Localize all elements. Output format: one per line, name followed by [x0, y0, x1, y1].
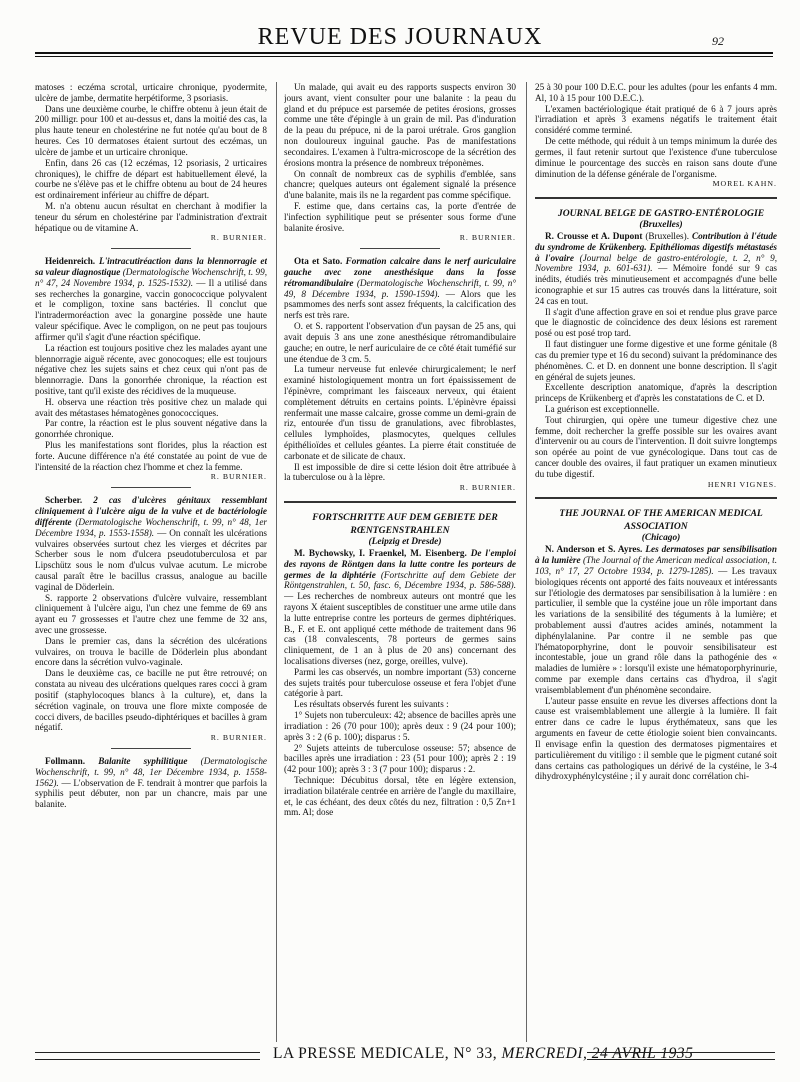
paragraph: matoses : eczéma scrotal, urticaire chronique, pyodermite, ulcère de jambe, dermatite herpétiforme, 3 psoriasis.	[35, 82, 267, 103]
paragraph: Il est impossible de dire si cette lésion doit être attribuée à la tuberculose ou à la lèpre.	[284, 461, 516, 483]
footer-journal: LA PRESSE MEDICALE,	[273, 1045, 450, 1062]
section-separator	[284, 501, 516, 503]
column-3	[535, 82, 777, 1042]
paragraph: L'auteur passe ensuite en revue les diverses affections dont la cause est vraisemblablement une allergie à la lumière. Il fait entrer dans ce cadre le lupus érythémateux, sans que les arguments en faveur de cette étiologie soient bien convaincants. Il envisage enfin la question des dermatoses pigmentaires et particulièrement du vitiligo : il semble que le pigment cutané soit dans certains cas pathologiques un dérivé de la cystéine, le 3-4 dihydroxyphénylcystéine ; il y aurait donc corrélation chi-	[535, 695, 777, 782]
article-text: — Alors que les psammomes des nerfs sont assez fréquents, la calcification des nerfs est très rare.	[284, 288, 516, 321]
article-text: — L'observation de F. tendrait à montrer que parfois la syphilis peut débuter, non par un chancre, mais par une balanite.	[35, 777, 267, 810]
section-title: THE JOURNAL OF THE AMERICAN MEDICAL ASSOCIATION	[559, 508, 763, 533]
signature: R. BURNIER.	[210, 233, 267, 243]
article-author: Heidenreich.	[45, 256, 96, 267]
paragraph: Plus les manifestations sont florides, plus la réaction est forte. Aucune différence n'a été constatée au point de vue de l'intensité de la réaction chez l'homme et chez la femme.	[35, 440, 267, 472]
footer-date: 24 AVRIL 1935	[591, 1045, 694, 1062]
list-item: 1° Sujets non tuberculeux: 42; absence de bacilles après une irradiation : 26 (70 pour 100); après deux : 9 (24 pour 100); après 3 : 2 (6 p. 100); disparus : 5.	[284, 710, 516, 742]
paragraph: Il faut distinguer une forme digestive et une forme génitale (8 cas du premier type et 16 du second) suivant la prédominance des phénomènes. C. et D. en donnent une bonne description. Il s'agit en général de sujets jeunes.	[535, 339, 777, 382]
paragraph: Excellente description anatomique, d'après la description princeps de Krükenberg et d'après les constatations de C. et D.	[535, 382, 777, 404]
article-title: L'intracutiréaction dans la blennorragie et sa valeur diagnostique	[35, 256, 267, 277]
paragraph: M. n'a obtenu aucun résultat en cherchant à modifier la teneur du sérum en cholestérine par l'administration d'extrait hépatique ou de vitamine A.	[35, 200, 267, 233]
article-reference: (The Journal of the American medical association, t. 103, n° 17, 27 Octobre 1934, p. 1279-1285).	[535, 555, 777, 576]
footer-issue: N° 33,	[453, 1045, 498, 1062]
article-title: Contribution à l'étude du syndrome de Krükenberg. Epithéliomas digestifs métastasés à l'ovaire	[535, 230, 777, 263]
paragraph: On connaît de nombreux cas de syphilis d'emblée, sans chancre; quelques auteurs ont également signalé la présence d'une balanite, mais ils ne la regardent pas comme spécifique.	[284, 168, 516, 201]
article-heading	[284, 256, 516, 321]
article-heading	[35, 756, 267, 810]
section-title: JOURNAL BELGE DE GASTRO-ENTÉROLOGIE	[557, 208, 765, 220]
article-author: Scherber.	[45, 495, 83, 506]
paragraph: Tout chirurgien, qui opère une tumeur digestive chez une femme, doit rechercher la greffe possible sur les ovaires avant d'intervenir ou au cours de l'intervention. Il doit suivre longtemps son opérée au point de vue gynécologique. Dans tout cas de cancer double des ovaires, il faut pratiquer un examen minutieux du tube digestif.	[535, 414, 777, 479]
footer-day: MERCREDI,	[501, 1045, 588, 1062]
article-author: Follmann.	[45, 755, 86, 766]
section-subtitle: (Bruxelles)	[639, 220, 683, 231]
article-heading	[284, 548, 516, 667]
article-title: Les dermatoses par sensibilisation à la lumière	[535, 544, 777, 566]
signature: R. BURNIER.	[459, 233, 516, 243]
paragraph: La réaction est toujours positive chez les malades ayant une blennorragie aiguë récente, avec gonocoques; elle est toujours négative chez les sujets sains et chez ceux qui n'ont pas de blennorragie. Dans la gonorrhée chronique, la réaction est positive, tant qu'il existe des récidives de la muqueuse.	[35, 342, 267, 396]
article-reference: (Dermatologische Wochenschrift, t. 99, n° 47, 24 Novembre 1934, p. 1525-1532).	[35, 267, 267, 288]
article-author: R. Crousse et A. Dupont	[545, 230, 643, 241]
paragraph: F. estime que, dans certains cas, la porte d'entrée de l'infection syphilitique peut se présenter sous forme d'une balanite érosive.	[284, 200, 516, 233]
paragraph: La guérison est exceptionnelle.	[545, 403, 660, 414]
column-divider-1	[276, 82, 277, 1042]
section-title: FORTSCHRITTE AUF DEM GEBIETE DER RŒNTGENSTRAHLEN	[312, 512, 498, 537]
article-title: De l'emploi des rayons de Röntgen dans la lutte contre les porteurs de germes de la diphtérie	[284, 547, 516, 580]
paragraph: S. rapporte 2 observations d'ulcère vulvaire, ressemblant cliniquement à l'ulcère aigu, l'un chez une femme de 69 ans ayant eu 7 grossesses et l'autre chez une femme de 32 ans, avec une grossesse.	[35, 592, 267, 635]
article-text: — Les recherches de nombreux auteurs ont montré que les rayons X étaient susceptibles de constituer une arme utile dans la lutte entreprise contre les porteurs de germes diphtériques. B., F. et E. ont appliqué cette méthode de traitement dans 96 cas (18 convalescents, 78 porteurs de germes sains cliniquement, de 1 an à plus de 20 ans) concernant des localisations diverses (nez, gorge, oreilles, vulve).	[284, 591, 516, 666]
article-text: — Les travaux biologiques récents ont apporté des faits nouveaux et intéressants sur l'étiologie des dermatoses par sensibilisation à la lumière : en particulier, il semble que la cystéine joue un rôle important dans les variations de la sensibilité des téguments à la lumière; et probablement aussi d'autres acides aminés, notamment la diphénylalanine. Par contre il ne semble pas que l'hématoporphyrine, dont le pouvoir sensibilisateur est incontestable, joue un grand rôle dans la pathogénie des « maladies de lumière » : lorsqu'il existe une hématoporphyrinurie, comme par exemple dans certains cas d'hydroa, il s'agit vraisemblablement d'un phénomène secondaire.	[535, 565, 777, 695]
article-text: — Il a utilisé dans ses recherches la gonargine, vaccin gonococcique polyvalent et le compligon, toxine sans bactéries. Il conclut que l'intradermoréaction avec la gonargine possède une haute valeur spécifique. Avec le compligon, on ne peut pas toujours affirmer qu'il s'agit d'une réaction spécifique.	[35, 277, 267, 342]
footer-rule-left	[35, 1052, 260, 1060]
paragraph: Un malade, qui avait eu des rapports suspects environ 30 jours avant, vient consulter pour une balanite : la peau du gland et du prépuce est parsemée de petites érosions, grosses comme une tête d'épingle à un grain de mil. Pas d'induration de la peau du prépuce, ni de la paroi urétrale. Gros ganglion non douloureux inguinal gauche. Pas de manifestations secondaires. L'examen à l'ultra-microscope de la sécrétion des érosions montra la présence de nombreux tréponèmes.	[284, 82, 516, 168]
article-author: M. Bychowsky, I. Fraenkel, M. Eisenberg.	[294, 547, 467, 558]
paragraph: Dans une deuxième courbe, le chiffre obtenu à jeun était de 200 milligr. pour 100 et au-dessus et, dans la moitié des cas, la plus haute teneur en cholestérine ne fut notée qu'au bout de 8 heures. Ces 10 dermatoses étaient surtout des eczémas, un ulcère de jambe et un urticaire chronique.	[35, 103, 267, 157]
signature: MOREL KAHN.	[712, 179, 777, 189]
paragraph: Par contre, la réaction est le plus souvent négative dans la gonorrhée chronique.	[35, 418, 267, 440]
footer-rule-right	[587, 1052, 775, 1060]
signature: R. BURNIER.	[459, 483, 516, 493]
article-reference: (Journal belge de gastro-entérologie, t. 2, n° 9, Novembre 1934, p. 601-631).	[535, 252, 777, 274]
paragraph: De cette méthode, qui réduit à un temps minimum la durée des germes, il faut retenir surtout que l'existence d'une tuberculose diminue le pourcentage des succès en raison sans doute d'une diminution de la défense générale de l'organisme.	[535, 136, 777, 179]
column-divider-2	[526, 82, 527, 1042]
list-item: Technique: Décubitus dorsal, tête en légère extension, irradiation bilatérale centrée en arrière de l'angle du maxillaire, et, le cas échéant, des deux côtés du nez, filtration : 0,5 Zn+1 mm. Al; dose	[284, 774, 516, 818]
paragraph: Parmi les cas observés, un nombre important (53) concerne des sujets traités pour tuberculose osseuse et fera l'objet d'une catégorie à part.	[284, 666, 516, 699]
article-author: Ota et Sato.	[294, 256, 343, 267]
column-2	[284, 82, 516, 1042]
page-title: REVUE DES JOURNAUX	[257, 24, 543, 50]
page-footer	[35, 1043, 775, 1067]
section-subtitle: (Leipzig et Dresde)	[368, 537, 442, 548]
masthead-rule	[35, 52, 773, 54]
column-1	[35, 82, 267, 1042]
paragraph: Dans le deuxième cas, ce bacille ne put être retrouvé; on constata au niveau des ulcérations quelques rares cocci à gram positif (staphylocoques blancs à la culture), et, dans la sécrétion vaginale, on trouva une flore mixte composée de cocci divers, de bacilles pseudo-diphtériques et bacilles à gram négatif.	[35, 668, 267, 733]
article-author: N. Anderson et S. Ayres.	[545, 544, 643, 555]
section-subtitle: (Chicago)	[641, 533, 681, 544]
paragraph: H. observa une réaction très positive chez un malade qui avait des métastases hématogènes gonococciques.	[35, 396, 267, 418]
separator	[111, 487, 191, 488]
paragraph: Les résultats observés furent les suivants :	[294, 699, 449, 710]
signature: HENRI VIGNES.	[707, 479, 777, 489]
article-heading	[535, 544, 777, 695]
article-title: 2 cas d'ulcères génitaux ressemblant cliniquement à l'ulcère aigu de la vulve et de bactériologie différente	[35, 495, 267, 527]
article-text: — Mémoire fondé sur 9 cas inédits, étudiés très minutieusement et accompagnés d'une belle iconographie et sur 15 autres cas trouvés dans la littérature, soit 24 cas en tout.	[535, 263, 777, 306]
paragraph: O. et S. rapportent l'observation d'un paysan de 25 ans, qui avait depuis 3 ans une zone anesthésique rétromandibulaire gauche; en outre, le nerf auriculaire de ce côté était tuméfié sur une étendue de 3 cm. 5.	[284, 321, 516, 364]
signature: R. BURNIER.	[210, 472, 267, 482]
article-heading	[535, 231, 777, 307]
article-reference: (Dermatologische Wochenschrift, t. 99, n° 48, 1er Décembre 1934, p. 1553-1558).	[35, 516, 267, 538]
article-text: — On connaît les ulcérations vulvaires observées surtout chez les vierges et décrites par Scherber sous le nom d'ulcera pseudotuberculosa et par Lipschütz sous le nom d'ulcus vulvae acutum. Le microbe causal paraît être le bacillus crassus, analogue au bacille vaginal de Döderlein.	[35, 527, 267, 592]
separator	[111, 748, 191, 749]
paragraph: Enfin, dans 26 cas (12 eczémas, 12 psoriasis, 2 urticaires chroniques), le chiffre de départ est habituellement élevé, la courbe ne s'élève pas et le chiffre obtenu au bout de 24 heures est ordinairement inférieur au chiffre de départ.	[35, 157, 267, 201]
section-separator	[535, 497, 777, 499]
article-city: (Bruxelles).	[645, 230, 689, 241]
masthead-rule-thin	[35, 56, 773, 57]
page-number: 92	[712, 34, 724, 48]
paragraph: L'examen bactériologique était pratiqué de 6 à 7 jours après l'irradiation et après 3 examens négatifs le traitement était considéré comme terminé.	[535, 103, 777, 136]
paragraph: Dans le premier cas, dans la sécrétion des ulcérations vulvaires, on trouva le bacille de Döderlein plus abondant encore dans la sécrétion vulvo-vaginale.	[35, 635, 267, 668]
paragraph: Il s'agit d'une affection grave en soi et rendue plus grave parce que le diagnostic de coïncidence des deux lésions est rarement posé ou est posé trop tard.	[535, 306, 777, 339]
article-title: Balanite syphilitique	[98, 755, 188, 766]
signature: R. BURNIER.	[210, 733, 267, 743]
list-item: 2° Sujets atteints de tuberculose osseuse: 57; absence de bacilles après une irradiation : 23 (51 pour 100); après 2 : 19 (42 pour 100); après 3 : 3 (7 pour 100); disparus : 2.	[284, 742, 516, 775]
section-separator	[535, 197, 777, 199]
paragraph: 25 à 30 pour 100 D.E.C. pour les adultes (pour les enfants 4 mm. Al, 10 à 15 pour 100 D.E.C.).	[535, 82, 777, 103]
article-reference: (Dermatologische Wochenschrift, t. 99, n° 49, 8 Décembre 1934, p. 1590-1594).	[284, 277, 516, 299]
article-heading	[35, 495, 267, 592]
article-reference: (Fortschritte auf dem Gebiete der Röntgenstrahlen, t. 50, fasc. 6, Décembre 1934, p. 586-588).	[284, 569, 516, 591]
paragraph: La tumeur nerveuse fut enlevée chirurgicalement; le nerf examiné histologiquement montra un fort épaississement de l'épinèvre, comprimant les faisceaux nerveux, qui étaient complètement détruits en certains points. L'épinèvre épaissi renfermait une masse calcaire, grosse comme un demi-grain de riz, entourée d'un tissu de granulations, avec fibroblastes, cellules lymphoïdes, plasmocytes, quelques cellules épithélioïdes et cellules géantes. La pierre était constituée de carbonate et de silicate de chaux.	[284, 364, 516, 461]
article-title: Formation calcaire dans le nerf auriculaire gauche avec zone anesthésique dans la fosse rétromandibulaire	[284, 256, 516, 288]
separator	[360, 248, 440, 249]
article-reference: (Dermatologische Wochenschrift, t. 99, n° 48, 1er Décembre 1934, p. 1558-1562).	[35, 755, 267, 788]
article-heading	[35, 256, 267, 343]
separator	[111, 248, 191, 249]
